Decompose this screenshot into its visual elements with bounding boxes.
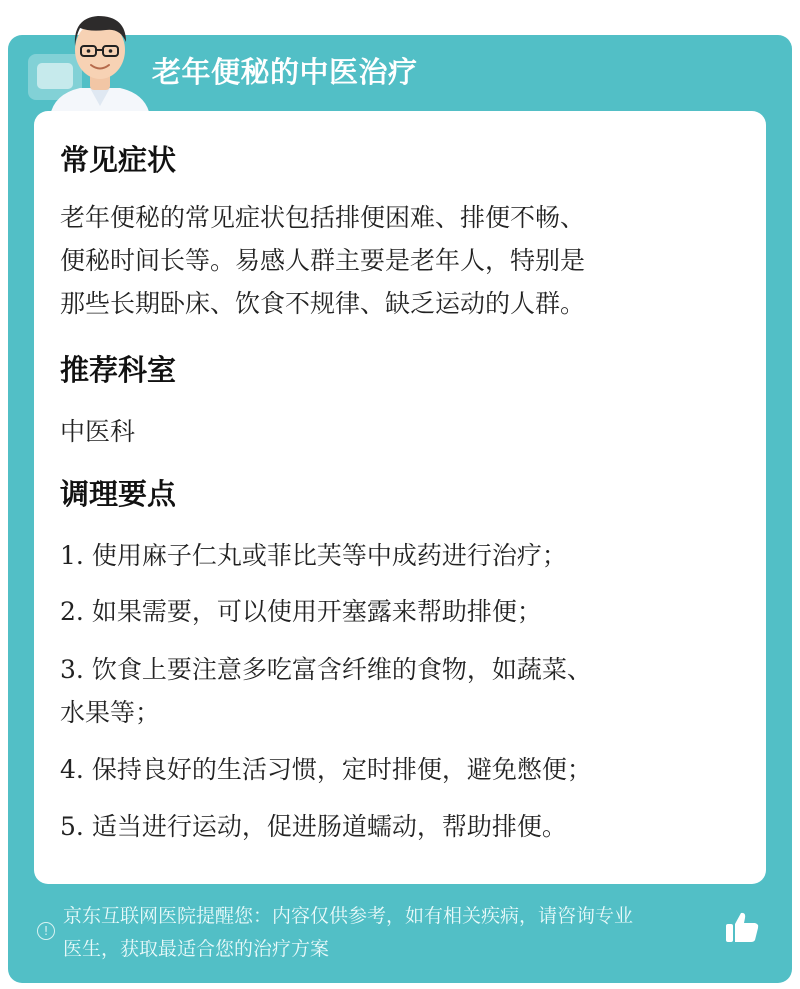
info-icon: ! (37, 922, 55, 940)
disclaimer-line: 京东互联网医院提醒您：内容仅供参考，如有相关疾病，请咨询专业 (63, 905, 634, 927)
list-item (60, 590, 740, 633)
list-item (60, 805, 740, 848)
list-item-number: 2. (60, 597, 84, 626)
list-item-number: 5. (60, 812, 84, 841)
list-item (60, 534, 740, 577)
section-title-symptoms: 常见症状 (60, 143, 177, 177)
symptoms-line: 便秘时间长等。易感人群主要是老年人，特别是 (60, 246, 586, 275)
list-item-text: 饮食上要注意多吃富含纤维的食物，如蔬菜、 (91, 655, 592, 684)
symptoms-line: 那些长期卧床、饮食不规律、缺乏运动的人群。 (60, 289, 586, 318)
list-item-text-continued: 水果等； (60, 698, 161, 727)
page-title: 老年便秘的中医治疗 (152, 55, 418, 89)
symptoms-text (60, 196, 730, 325)
section-title-care: 调理要点 (60, 477, 177, 511)
list-item (60, 648, 740, 734)
list-item-text: 适当进行运动，促进肠道蠕动，帮助排便。 (91, 812, 567, 841)
section-title-department: 推荐科室 (60, 353, 177, 387)
list-item-number: 1. (60, 541, 84, 570)
list-item-text: 如果需要，可以使用开塞露来帮助排便； (91, 597, 542, 626)
disclaimer-line: 医生，获取最适合您的治疗方案 (63, 938, 330, 960)
list-item-number: 4. (60, 755, 84, 784)
list-item-number: 3. (60, 655, 84, 684)
list-item (60, 748, 740, 791)
list-item-text: 保持良好的生活习惯，定时排便，避免憋便； (91, 755, 592, 784)
disclaimer-text (63, 900, 728, 966)
department-value: 中医科 (60, 417, 136, 446)
doctor-avatar (40, 6, 160, 116)
list-item-text: 使用麻子仁丸或菲比芙等中成药进行治疗； (91, 541, 567, 570)
thumbs-up-icon[interactable] (724, 910, 760, 944)
symptoms-line: 老年便秘的常见症状包括排便困难、排便不畅、 (60, 203, 586, 232)
